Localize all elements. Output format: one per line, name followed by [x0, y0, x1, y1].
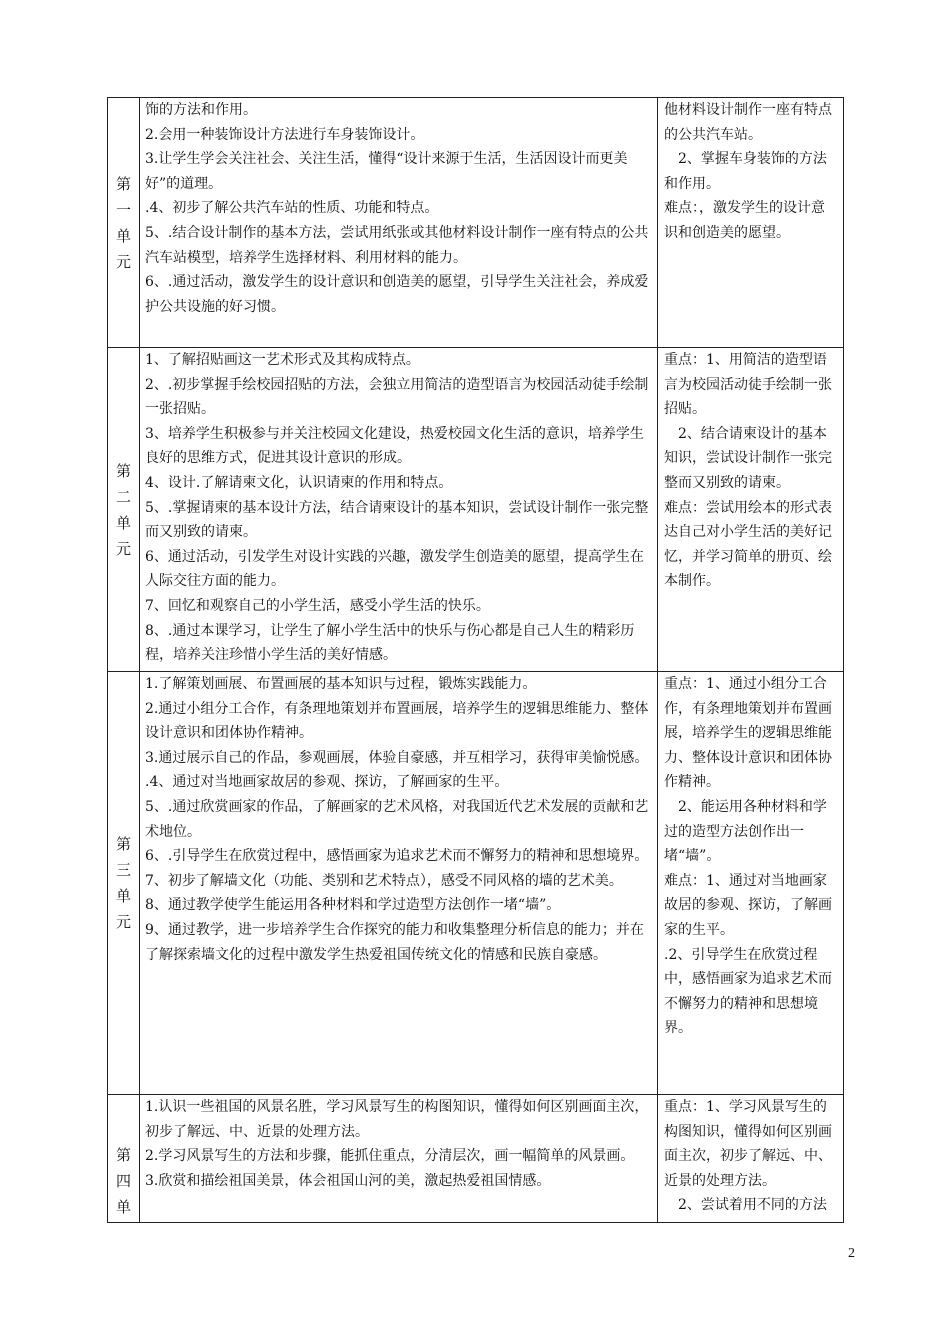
goal-item: 9、通过教学，进一步培养学生合作探究的能力和收集整理分析信息的能力；并在了解探索墙文化的过程中激发学生热爱祖国传统文化的情感和民族自豪感。	[145, 921, 644, 963]
teaching-plan-table	[107, 97, 844, 1223]
table-row-unit-1	[108, 98, 844, 348]
goal-item: 4、设计.了解请柬文化，认识请柬的作用和特点。	[145, 474, 453, 491]
table-row-unit-3	[108, 672, 844, 1095]
goals-cell	[140, 348, 658, 672]
unit-label-cell	[108, 348, 140, 672]
unit-label-cell	[108, 672, 140, 1095]
key-point-item: 他材料设计制作一座有特点的公共汽车站。	[664, 102, 832, 143]
key-points-cell	[658, 672, 844, 1095]
unit-label: 第一单元	[116, 174, 132, 271]
key-point-item: 难点：，激发学生的设计意识和创造美的愿望。	[664, 200, 825, 241]
goals-cell	[140, 1095, 658, 1223]
key-points-cell	[658, 98, 844, 348]
goal-item: 7、初步了解墙文化（功能、类别和艺术特点），感受不同风格的墙的艺术美。	[145, 872, 623, 889]
goal-item: 5、.掌握请柬的基本设计方法，结合请柬设计的基本知识，尝试设计制作一张完整而又别致的请柬。	[145, 499, 649, 541]
goal-item: 7、回忆和观察自己的小学生活，感受小学生活的快乐。	[145, 597, 490, 614]
goal-item: 饰的方法和作用。	[145, 102, 257, 118]
key-point-item: 2、掌握车身装饰的方法和作用。	[664, 151, 827, 192]
goal-item: 5、.结合设计制作的基本方法，尝试用纸张或其他材料设计制作一座有特点的公共汽车站模型，培养学生选择材料、利用材料的能力。	[145, 224, 649, 266]
key-points-cell	[658, 1095, 844, 1223]
table-row-unit-4	[108, 1095, 844, 1223]
goal-item: 6、.引导学生在欣赏过程中，感悟画家为追求艺术而不懈努力的精神和思想境界。	[145, 848, 649, 865]
key-point-item: 重点：1、用简洁的造型语言为校园活动徒手绘制一张招贴。	[664, 352, 832, 418]
goal-item: 1、了解招贴画这一艺术形式及其构成特点。	[145, 352, 420, 368]
key-point-item: 2、尝试着用不同的方法	[664, 1197, 827, 1214]
key-point-item: .2、引导学生在欣赏过程中，感悟画家为追求艺术而不懈努力的精神和思想境界。	[664, 946, 832, 1037]
unit-label-cell	[108, 98, 140, 348]
goal-item: 2.学习风景写生的方法和步骤，能抓住重点，分清层次，画一幅简单的风景画。	[145, 1148, 635, 1165]
goal-item: 8、.通过本课学习，让学生了解小学生活中的快乐与伤心都是自己人生的精彩历程，培养关注珍惜小学生活的美好情感。	[145, 622, 635, 664]
key-point-item: 难点：尝试用绘本的形式表达自己对小学生活的美好记忆，并学习简单的册页、绘本制作。	[664, 499, 832, 590]
goal-item: 6、通过活动，引发学生对设计实践的兴趣，激发学生创造美的愿望，提高学生在人际交往方面的能力。	[145, 548, 644, 590]
goal-item: 3.通过展示自己的作品，参观画展，体验自豪感，并互相学习，获得审美愉悦感。	[145, 749, 649, 766]
key-points-cell	[658, 348, 844, 672]
goal-item: .4、初步了解公共汽车站的性质、功能和特点。	[145, 200, 439, 217]
unit-label-cell	[108, 1095, 140, 1223]
page-number: 2	[848, 1246, 855, 1261]
table-row-unit-2	[108, 348, 844, 672]
key-point-item: 重点：1、通过小组分工合作，有条理地策划并布置画展，培养学生的逻辑思维能力、整体设计意识和团体协作精神。	[664, 676, 832, 791]
goal-item: 1.认识一些祖国的风景名胜，学习风景写生的构图知识，懂得如何区别画面主次，初步了解远、中、近景的处理方法。	[145, 1099, 649, 1140]
goals-cell	[140, 672, 658, 1095]
goal-item: .4、通过对当地画家故居的参观、探访，了解画家的生平。	[145, 774, 509, 791]
goal-item: 2、.初步掌握手绘校园招贴的方法，会独立用简洁的造型语言为校园活动徒手绘制一张招贴。	[145, 376, 649, 418]
key-point-item: 2、结合请柬设计的基本知识，尝试设计制作一张完整而又别致的请柬。	[664, 425, 832, 491]
goal-item: 3.欣赏和描绘祖国美景，体会祖国山河的美，激起热爱祖国情感。	[145, 1172, 551, 1189]
key-point-item: 难点：1、通过对当地画家故居的参观、探访，了解画家的生平。	[664, 872, 832, 938]
key-point-item: 重点：1、学习风景写生的构图知识，懂得如何区别画面主次，初步了解远、中、近景的处理方法。	[664, 1099, 832, 1189]
goal-item: 5、.通过欣赏画家的作品，了解画家的艺术风格，对我国近代艺术发展的贡献和艺术地位。	[145, 798, 649, 840]
goal-item: 1.了解策划画展、布置画展的基本知识与过程，锻炼实践能力。	[145, 676, 537, 692]
goals-cell	[140, 98, 658, 348]
unit-label: 第二单元	[116, 461, 132, 558]
unit-label: 第三单元	[116, 835, 132, 931]
goal-item: 2.会用一种装饰设计方法进行车身装饰设计。	[145, 126, 425, 143]
goal-item: 3、培养学生积极参与并关注校园文化建设，热爱校园文化生活的意识，培养学生良好的思维方式，促进其设计意识的形成。	[145, 425, 644, 467]
goal-item: 8、通过教学使学生能运用各种材料和学过造型方法创作一堵“墙”。	[145, 897, 561, 914]
goal-item: 3.让学生学会关注社会、关注生活，懂得“设计来源于生活，生活因设计而更美好”的道理。	[145, 151, 628, 192]
goal-item: 2.通过小组分工合作，有条理地策划并布置画展，培养学生的逻辑思维能力、整体设计意识和团体协作精神。	[145, 700, 649, 742]
key-point-item: 2、能运用各种材料和学过的造型方法创作出一堵“墙”。	[664, 798, 827, 865]
unit-label: 第四单	[116, 1146, 132, 1216]
goal-item: 6、.通过活动，激发学生的设计意识和创造美的愿望，引导学生关注社会，养成爱护公共设施的好习惯。	[145, 274, 649, 315]
